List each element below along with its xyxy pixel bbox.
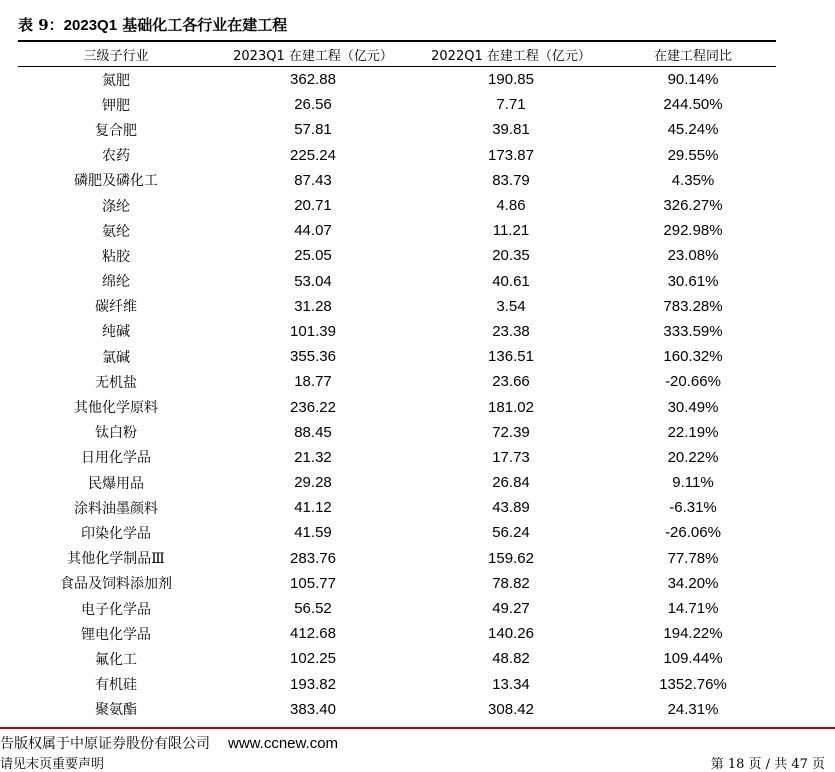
- cell-subindustry: 其他化学原料: [74, 400, 158, 417]
- header-2022q1: 2022Q1 在建工程（亿元）: [412, 42, 610, 67]
- table-row: [18, 697, 776, 722]
- cell-2022q1: 3.54: [496, 297, 526, 315]
- cell-2023q1: 193.82: [290, 675, 336, 693]
- cell-2023q1: 355.36: [290, 348, 336, 366]
- cell-subindustry: 涤纶: [102, 198, 130, 215]
- cell-2022q1: 308.42: [488, 700, 534, 718]
- cell-yoy: 90.14%: [667, 71, 719, 89]
- footer-copyright: [0, 733, 338, 753]
- cell-2023q1: 41.59: [294, 524, 332, 542]
- cell-2023q1: 26.56: [294, 96, 332, 114]
- cell-yoy: 292.98%: [663, 222, 723, 240]
- cell-2023q1: 53.04: [294, 272, 332, 290]
- cell-2023q1: 236.22: [290, 398, 336, 416]
- cell-2022q1: 43.89: [492, 499, 530, 517]
- cell-yoy: 244.50%: [663, 96, 723, 114]
- table-title-year: 2023Q1: [63, 17, 118, 34]
- cell-2023q1: 18.77: [294, 373, 332, 391]
- cell-yoy: 109.44%: [663, 650, 723, 668]
- cell-2023q1: 101.39: [290, 322, 336, 340]
- cell-2022q1: 20.35: [492, 247, 530, 265]
- cell-yoy: 20.22%: [667, 448, 719, 466]
- cell-2023q1: 25.05: [294, 247, 332, 265]
- table-row: [18, 445, 776, 470]
- cell-yoy: 24.31%: [667, 700, 719, 718]
- cell-2022q1: 83.79: [492, 171, 530, 189]
- cell-yoy: 9.11%: [672, 474, 714, 492]
- cell-2022q1: 49.27: [492, 600, 530, 618]
- table-row: [18, 218, 776, 243]
- table-row: [18, 420, 776, 445]
- cell-2023q1: 87.43: [294, 171, 332, 189]
- cell-2023q1: 283.76: [290, 549, 336, 567]
- cell-yoy: 783.28%: [663, 297, 723, 315]
- cell-2022q1: 136.51: [488, 348, 534, 366]
- table-title-text: 基础化工各行业在建工程: [117, 16, 288, 34]
- cell-yoy: 30.49%: [667, 398, 719, 416]
- table-row: [18, 243, 776, 268]
- cell-2023q1: 105.77: [290, 574, 336, 592]
- cell-2023q1: 102.25: [290, 650, 336, 668]
- table-row: [18, 117, 776, 142]
- cell-2022q1: 26.84: [492, 474, 530, 492]
- cell-subindustry: 有机硅: [95, 677, 137, 694]
- cell-subindustry: 氟化工: [95, 651, 137, 668]
- cell-2022q1: 140.26: [488, 625, 534, 643]
- cell-2022q1: 173.87: [488, 146, 534, 164]
- cell-subindustry: 印染化学品: [81, 525, 151, 542]
- table-title-prefix: 表 9：: [18, 16, 64, 34]
- cell-subindustry: 粘胶: [102, 248, 130, 265]
- cell-subindustry: 农药: [102, 148, 130, 165]
- table-row: [18, 344, 776, 369]
- footer-disclaimer: 请见末页重要声明: [0, 757, 105, 772]
- table-row: [18, 520, 776, 545]
- cell-yoy: -6.31%: [669, 499, 717, 517]
- cell-subindustry: 日用化学品: [81, 450, 151, 467]
- cell-subindustry: 无机盐: [95, 374, 137, 391]
- cell-2022q1: 190.85: [488, 71, 534, 89]
- cell-2022q1: 4.86: [496, 197, 526, 215]
- cell-subindustry: 绵纶: [102, 274, 130, 291]
- cell-subindustry: 聚氨酯: [95, 702, 137, 719]
- cell-2022q1: 11.21: [492, 222, 530, 240]
- table-row: [18, 168, 776, 193]
- cell-2023q1: 41.12: [294, 499, 332, 517]
- cell-subindustry: 氯碱: [102, 349, 130, 366]
- header-yoy: 在建工程同比: [610, 42, 776, 67]
- table-row: [18, 294, 776, 319]
- cell-2023q1: 57.81: [294, 121, 332, 139]
- footer-page-number: 第 18 页 / 共 47 页: [710, 757, 825, 772]
- cell-subindustry: 钾肥: [102, 97, 130, 114]
- cell-subindustry: 复合肥: [95, 122, 137, 139]
- cell-2022q1: 56.24: [492, 524, 530, 542]
- table-row: [18, 193, 776, 218]
- cell-2022q1: 48.82: [492, 650, 530, 668]
- cell-subindustry: 民爆用品: [88, 475, 144, 492]
- header-2023q1: 2023Q1 在建工程（亿元）: [214, 42, 412, 67]
- footer-url[interactable]: www.ccnew.com: [228, 735, 339, 752]
- cell-yoy: 333.59%: [663, 322, 723, 340]
- cell-yoy: 29.55%: [667, 146, 719, 164]
- cell-2022q1: 39.81: [492, 121, 530, 139]
- cell-subindustry: 纯碱: [102, 324, 130, 341]
- cell-2023q1: 88.45: [294, 423, 332, 441]
- cell-2023q1: 44.07: [294, 222, 332, 240]
- cell-2022q1: 17.73: [492, 448, 530, 466]
- cell-yoy: 160.32%: [663, 348, 723, 366]
- table-row: [18, 470, 776, 495]
- header-subindustry: 三级子行业: [18, 42, 214, 67]
- table-row: [18, 495, 776, 520]
- cell-subindustry: 碳纤维: [95, 299, 137, 316]
- cell-yoy: 30.61%: [667, 272, 719, 290]
- cell-2022q1: 159.62: [488, 549, 534, 567]
- cell-2022q1: 7.71: [496, 96, 526, 114]
- cell-yoy: 194.22%: [663, 625, 723, 643]
- cell-subindustry: 电子化学品: [81, 601, 151, 618]
- table-row: [18, 546, 776, 571]
- cell-2023q1: 383.40: [290, 700, 336, 718]
- cell-subindustry: 氨纶: [102, 223, 130, 240]
- cell-yoy: 23.08%: [667, 247, 719, 265]
- header-row: [18, 42, 776, 67]
- cell-2022q1: 78.82: [492, 574, 530, 592]
- footer-rule: [0, 727, 835, 729]
- cell-yoy: 77.78%: [667, 549, 719, 567]
- cell-yoy: 1352.76%: [659, 675, 727, 693]
- table-body: [18, 67, 776, 722]
- table-title: [18, 14, 287, 35]
- cell-2022q1: 72.39: [492, 423, 530, 441]
- table-row: [18, 67, 776, 93]
- cell-yoy: 14.71%: [667, 600, 719, 618]
- table-row: [18, 369, 776, 394]
- table-row: [18, 571, 776, 596]
- cell-yoy: 4.35%: [671, 171, 715, 189]
- cell-subindustry: 其他化学制品Ⅲ: [67, 551, 165, 568]
- table-row: [18, 646, 776, 671]
- table-row: [18, 319, 776, 344]
- cell-2023q1: 56.52: [294, 600, 332, 618]
- table-row: [18, 92, 776, 117]
- cell-2022q1: 23.66: [492, 373, 530, 391]
- cell-2022q1: 23.38: [492, 322, 530, 340]
- cell-subindustry: 锂电化学品: [81, 626, 151, 643]
- cell-subindustry: 钛白粉: [95, 425, 137, 442]
- cell-yoy: 45.24%: [667, 121, 719, 139]
- cell-2023q1: 21.32: [294, 448, 332, 466]
- table-row: [18, 596, 776, 621]
- cell-2023q1: 412.68: [290, 625, 336, 643]
- cell-2022q1: 13.34: [492, 675, 530, 693]
- cell-2022q1: 181.02: [488, 398, 534, 416]
- table-row: [18, 621, 776, 646]
- cell-2023q1: 225.24: [290, 146, 336, 164]
- table-row: [18, 394, 776, 419]
- cell-2022q1: 40.61: [492, 272, 530, 290]
- cell-subindustry: 食品及饲料添加剂: [60, 576, 172, 593]
- table-row: [18, 672, 776, 697]
- footer-copyright-text: 告版权属于中原证券股份有限公司: [0, 736, 210, 752]
- table-row: [18, 143, 776, 168]
- cell-subindustry: 涂料油墨颜料: [74, 500, 158, 517]
- cell-subindustry: 氮肥: [102, 72, 130, 89]
- cell-2023q1: 29.28: [294, 474, 332, 492]
- table-header: [18, 42, 776, 67]
- cell-subindustry: 磷肥及磷化工: [74, 173, 158, 190]
- table-row: [18, 269, 776, 294]
- cell-yoy: -20.66%: [665, 373, 721, 391]
- cell-2023q1: 20.71: [294, 197, 332, 215]
- cell-2023q1: 31.28: [294, 297, 332, 315]
- cell-yoy: -26.06%: [665, 524, 721, 542]
- cell-2023q1: 362.88: [290, 71, 336, 89]
- cell-yoy: 326.27%: [663, 197, 723, 215]
- cell-yoy: 34.20%: [667, 574, 719, 592]
- cell-yoy: 22.19%: [667, 423, 719, 441]
- construction-table: [18, 42, 776, 722]
